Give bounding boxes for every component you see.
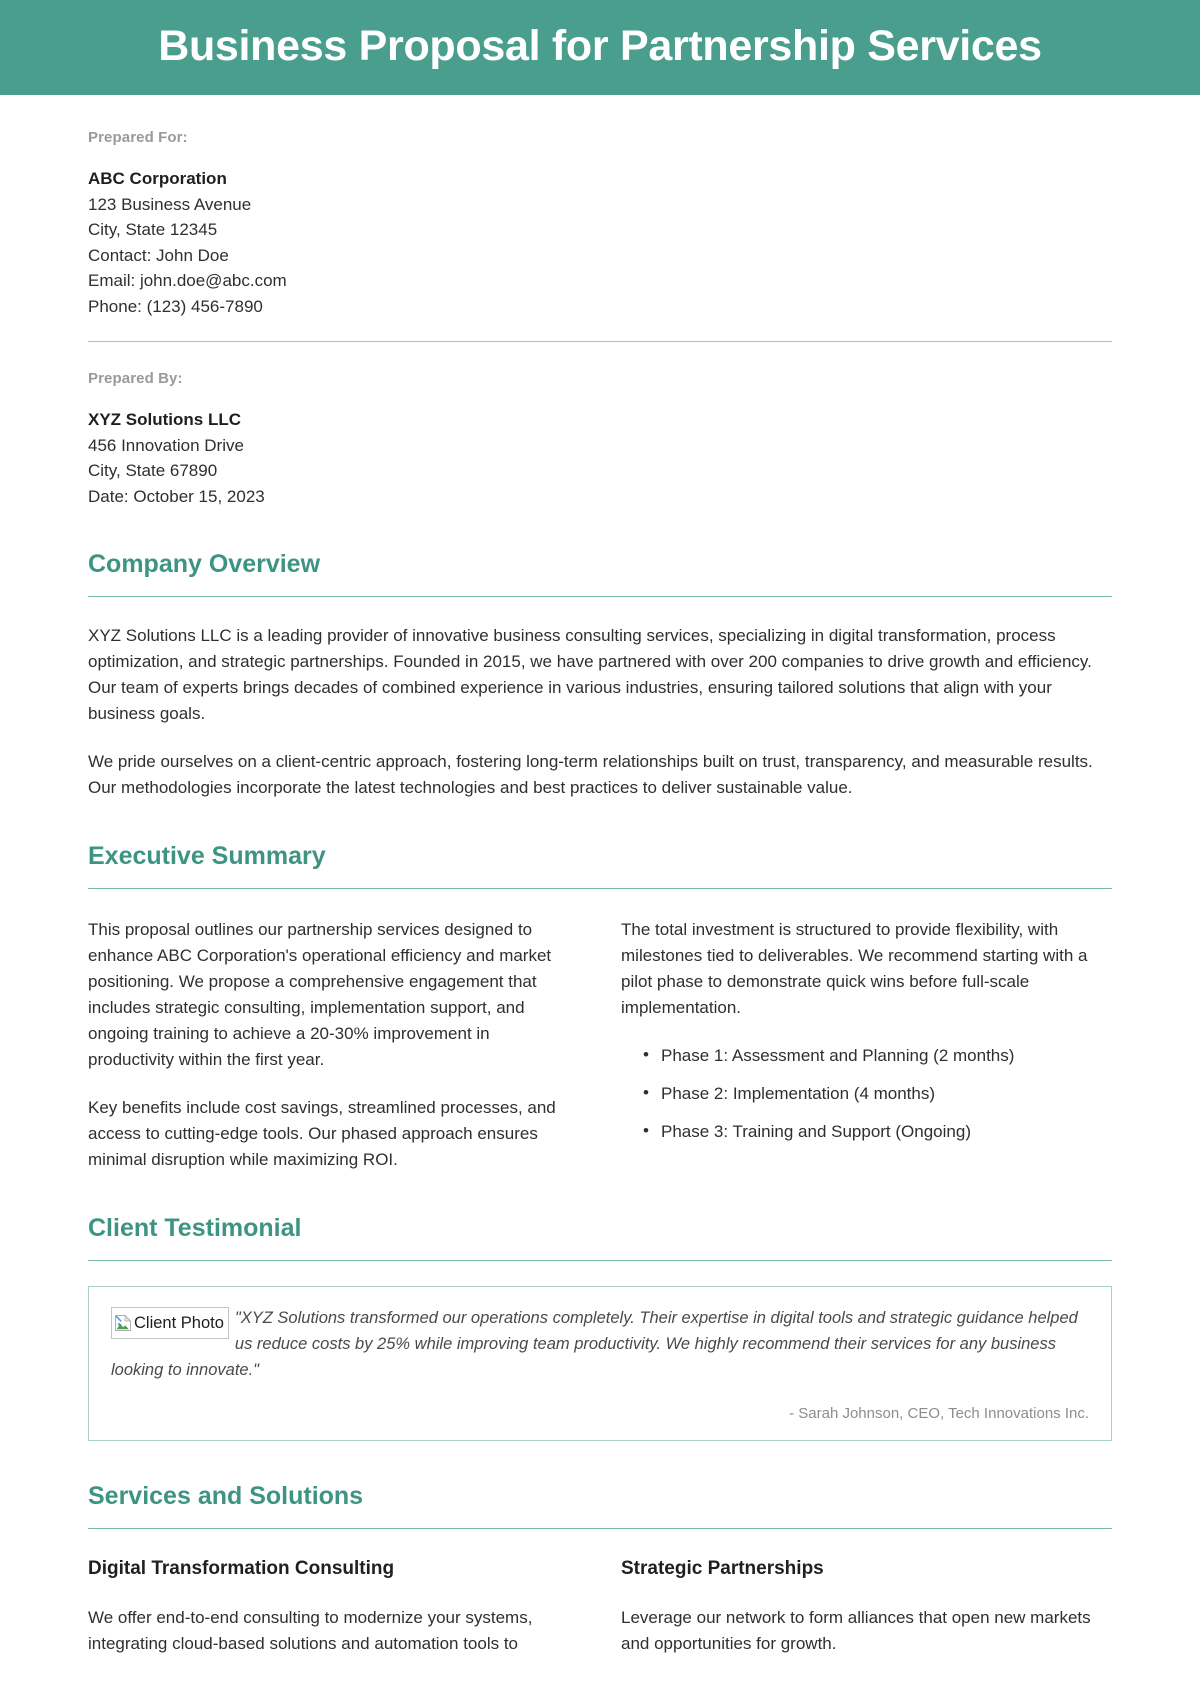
company-overview-paragraph-2: We pride ourselves on a client-centric approach, fostering long-term relationships built on trust, transparency, and measurable results. Our methodologies incorporate the latest technologies and best practices to deliver sustainable value.: [88, 752, 1093, 798]
executive-summary-paragraph-2: Key benefits include cost savings, streamlined processes, and access to cutting-edge tools. Our phased approach ensures minimal disruption while maximizing ROI.: [88, 1098, 556, 1170]
service-item-digital-transformation: [88, 1531, 579, 1657]
section-heading-rule: [88, 888, 1112, 889]
prepared-by-label: Prepared By:: [88, 370, 183, 388]
section-client-testimonial: [88, 1213, 1112, 1441]
section-heading-rule: [88, 1260, 1112, 1261]
service-name: Strategic Partnerships: [621, 1558, 824, 1580]
testimonial-card: [88, 1286, 1112, 1441]
prepared-by-block: [88, 342, 1112, 509]
section-heading-rule: [88, 596, 1112, 597]
service-name: Digital Transformation Consulting: [88, 1558, 395, 1580]
executive-summary-paragraph-1: This proposal outlines our partnership services designed to enhance ABC Corporation's operational efficiency and market positioning. We propose a comprehensive engagement that includes strategic consulting, implementation support, and ongoing training to achieve a 20-30% improvement in productivity within the first year.: [88, 920, 552, 1070]
testimonial-quote-text-wrapper: [111, 1305, 1089, 1383]
section-services-and-solutions: [88, 1481, 1112, 1657]
executive-summary-columns: [88, 891, 1112, 1173]
section-executive-summary: [88, 841, 1112, 1173]
executive-summary-investment-paragraph: The total investment is structured to provide flexibility, with milestones tied to deliverables. We recommend starting with a pilot phase to demonstrate quick wins before full-scale implementation.: [621, 920, 1088, 1018]
executive-summary-left-column: [88, 891, 579, 1173]
section-heading-rule: [88, 1528, 1112, 1529]
service-item-strategic-partnerships: [621, 1531, 1112, 1657]
testimonial-quote: "XYZ Solutions transformed our operations completely. Their expertise in digital tools and strategic guidance helped us reduce costs by 25% while improving team productivity. We highly recommend their services for any business looking to innovate.": [111, 1309, 1078, 1380]
company-overview-paragraph-1: XYZ Solutions LLC is a leading provider of innovative business consulting services, specializing in digital transformation, process optimization, and strategic partnerships. Founded in 2015, we have partnered with over 200 companies to drive growth and efficiency. Our team of experts brings decades of combined experience in various industries, ensuring tailored solutions that align with your business goals.: [88, 626, 1092, 724]
client-email-line: Email: john.doe@abc.com: [88, 271, 287, 291]
page-title: Business Proposal for Partnership Services: [158, 22, 1042, 70]
vendor-organization-name: XYZ Solutions LLC: [88, 410, 241, 430]
executive-summary-right-column: [621, 891, 1112, 1173]
client-organization-name: ABC Corporation: [88, 169, 227, 189]
services-columns: [88, 1531, 1112, 1657]
testimonial-author: - Sarah Johnson, CEO, Tech Innovations Inc.: [789, 1405, 1089, 1423]
prepared-for-block: [88, 95, 1112, 342]
phase-list: [621, 1043, 1112, 1145]
vendor-city-line: City, State 67890: [88, 461, 218, 481]
broken-image-icon: [114, 1314, 132, 1332]
list-item: • Phase 1: Assessment and Planning (2 months): [643, 1043, 1112, 1069]
prepared-for-details: [88, 166, 1112, 319]
section-company-overview: [88, 549, 1112, 801]
broken-image-placeholder: [111, 1307, 229, 1339]
client-address-line: 123 Business Avenue: [88, 194, 252, 214]
client-phone-line: Phone: (123) 456-7890: [88, 296, 263, 316]
list-item: • Phase 3: Training and Support (Ongoing): [643, 1119, 1112, 1145]
prepared-by-details: [88, 407, 1112, 509]
document-body: [0, 95, 1200, 1657]
service-description: Leverage our network to form alliances that open new markets and opportunities for growth.: [621, 1608, 1091, 1654]
client-contact-line: Contact: John Doe: [88, 245, 229, 265]
vendor-date-line: Date: October 15, 2023: [88, 486, 265, 506]
executive-summary-heading: Executive Summary: [88, 842, 326, 871]
document-banner: [0, 0, 1200, 95]
list-item: • Phase 2: Implementation (4 months): [643, 1081, 1112, 1107]
prepared-for-label: Prepared For:: [88, 129, 188, 147]
vendor-address-line: 456 Innovation Drive: [88, 435, 244, 455]
service-description: We offer end-to-end consulting to modernize your systems, integrating cloud-based solutions and automation tools to: [88, 1608, 533, 1654]
client-testimonial-heading: Client Testimonial: [88, 1214, 302, 1243]
services-heading: Services and Solutions: [88, 1482, 364, 1511]
client-city-line: City, State 12345: [88, 220, 218, 240]
broken-image-alt-text: Client Photo: [134, 1314, 224, 1333]
company-overview-heading: Company Overview: [88, 550, 321, 579]
